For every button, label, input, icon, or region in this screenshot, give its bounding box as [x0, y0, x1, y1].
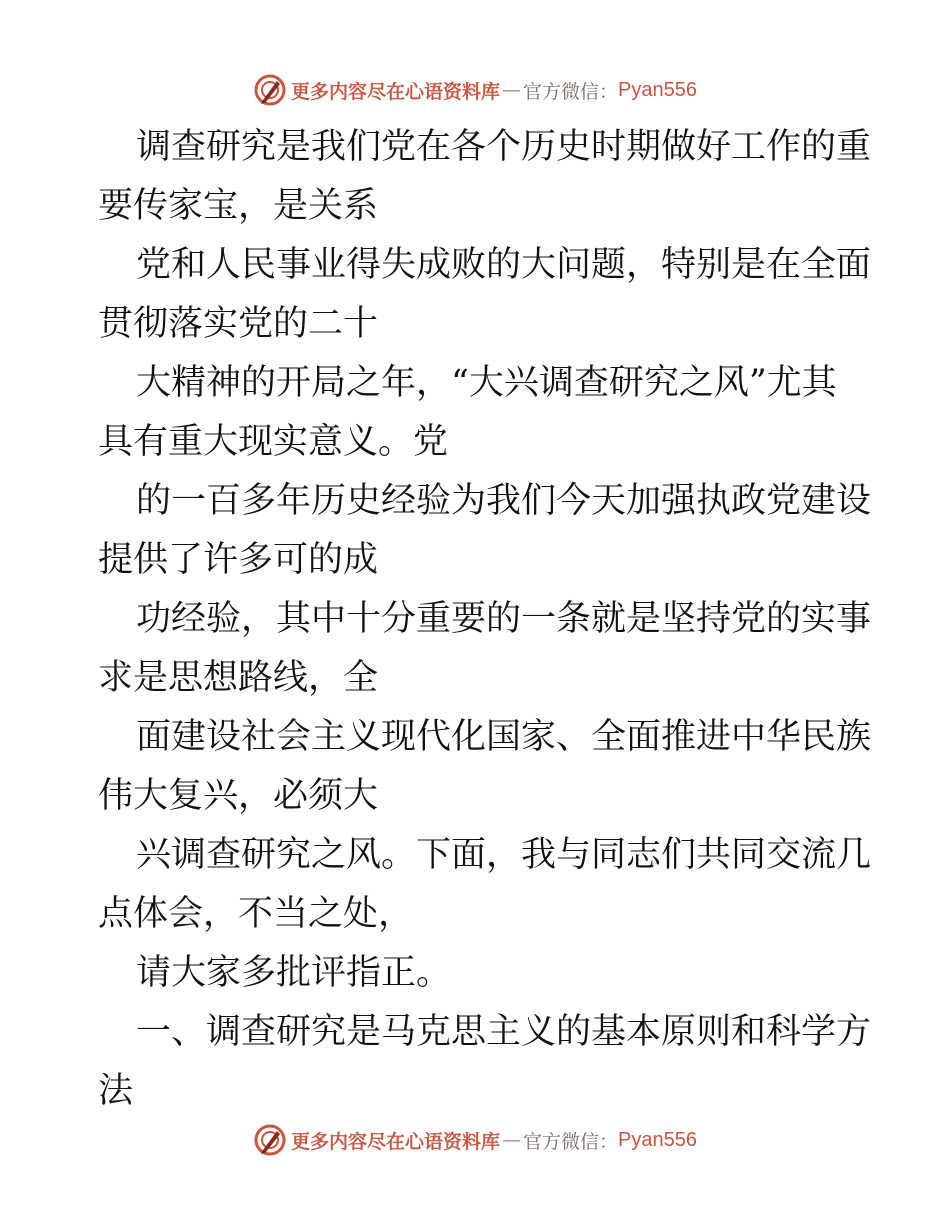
- paragraph-6-line-1: 面建设社会主义现代化国家、全面推进中华民族: [136, 717, 872, 757]
- footer-separator: —: [502, 1129, 522, 1151]
- section-heading-1-line-2: 法: [98, 1071, 134, 1111]
- paragraph-6-line-2: 伟大复兴，必须大: [98, 776, 379, 816]
- paragraph-3-line-1: 大精神的开局之年，“大兴调查研究之风”尤其: [136, 363, 837, 403]
- paragraph-8: [98, 944, 858, 1003]
- paragraph-4-line-2: 提供了许多可的成: [98, 540, 379, 580]
- paragraph-2-line-2: 贯彻落实党的二十: [98, 304, 379, 344]
- header-wechat-label: 官方微信：: [523, 80, 619, 103]
- paragraph-1: [98, 118, 872, 236]
- header-brand-text: 更多内容尽在心语资料库: [291, 80, 501, 103]
- paragraph-1-line-2: 要传家宝，是关系: [98, 186, 379, 226]
- paragraph-5: [98, 590, 872, 708]
- paragraph-5-line-1: 功经验，其中十分重要的一条就是坚持党的实事: [136, 599, 872, 639]
- paragraph-5-line-2: 求是思想路线，全: [98, 658, 379, 698]
- paragraph-3-line-2: 具有重大现实意义。党: [98, 422, 449, 462]
- footer-wechat-id: Pyan556: [618, 1128, 697, 1151]
- header-banner: [0, 70, 950, 110]
- paragraph-4-line-1: 的一百多年历史经验为我们今天加强执政党建设: [136, 481, 872, 521]
- paragraph-3: [98, 354, 858, 472]
- header-wechat-id: Pyan556: [618, 78, 697, 101]
- paragraph-1-line-1: 调查研究是我们党在各个历史时期做好工作的重: [136, 127, 872, 167]
- paragraph-4: [98, 472, 872, 590]
- paragraph-2-line-1: 党和人民事业得失成败的大问题，特别是在全面: [136, 245, 872, 285]
- paragraph-2: [98, 236, 872, 354]
- section-heading-1: [98, 1003, 872, 1121]
- paragraph-8-line-1: 请大家多批评指正。: [136, 953, 452, 993]
- quill-pen-logo-icon: [253, 1123, 287, 1157]
- footer-brand-text: 更多内容尽在心语资料库: [291, 1130, 501, 1153]
- footer-banner: [0, 1120, 950, 1160]
- header-separator: —: [502, 79, 522, 101]
- footer-wechat-label: 官方微信：: [523, 1130, 619, 1153]
- section-heading-1-line-1: 一、调查研究是马克思主义的基本原则和科学方: [136, 1012, 872, 1052]
- paragraph-6: [98, 708, 872, 826]
- paragraph-7-line-1: 兴调查研究之风。下面，我与同志们共同交流几: [136, 835, 872, 875]
- paragraph-7: [98, 826, 872, 944]
- quill-pen-logo-icon: [253, 73, 287, 107]
- document-body: [98, 118, 872, 1121]
- paragraph-7-line-2: 点体会，不当之处，: [98, 894, 414, 934]
